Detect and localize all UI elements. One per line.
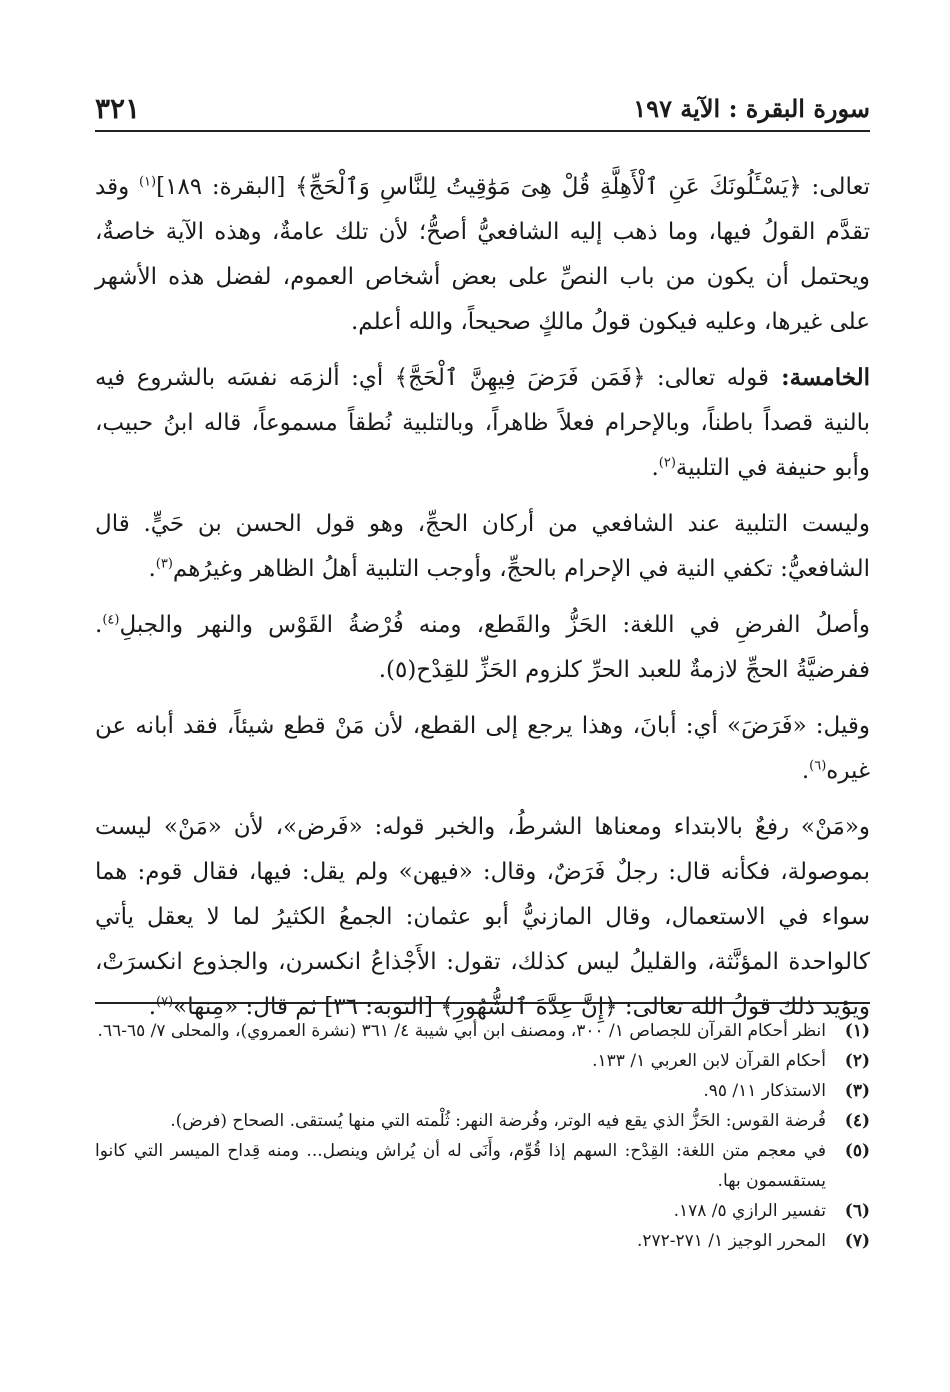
footnote-item — [95, 1196, 870, 1226]
paragraph-text-cont: . ففرضيَّةُ الحجِّ لازمةٌ للعبد الحرِّ كلزوم الحَزِّ للقِدْح(٥). — [95, 612, 870, 683]
paragraph-2 — [95, 355, 870, 491]
footnote-ref: (٦) — [809, 758, 827, 774]
footnote-item — [95, 1016, 870, 1046]
footnote-number: (٢) — [844, 1051, 870, 1071]
paragraph-text: قوله تعالى: ﴿فَمَن فَرَضَ فِيهِنَّ ٱلْحَجَّ﴾ أي: ألزمَه نفسَه بالشروع فيه بالنية قصداً باطناً، وبالإحرام فعلاً ظاهراً، وبالتلبية نُطقاً مسموعاً، قاله ابنُ حبيب، وأبو حنيفة في التلبية — [95, 365, 870, 481]
footnote-item — [95, 1226, 870, 1256]
footnote-ref: (١) — [138, 174, 157, 190]
paragraph-text-cont: . — [801, 758, 810, 784]
footnote-number: (٤) — [844, 1111, 870, 1131]
footnote-text: المحرر الوجيز ١/ ٢٧١-٢٧٢. — [636, 1231, 826, 1251]
main-text — [95, 164, 870, 1040]
page-header — [95, 92, 870, 125]
paragraph-1 — [95, 164, 870, 345]
footnote-text: الاستذكار ١١/ ٩٥. — [703, 1081, 826, 1101]
footnote-number: (١) — [844, 1021, 870, 1041]
paragraph-lead: الخامسة: — [768, 364, 870, 391]
paragraph-4 — [95, 602, 870, 693]
footnote-divider — [95, 1002, 870, 1004]
footnote-number: (٧) — [844, 1231, 870, 1251]
page-number: ٣٢١ — [95, 92, 141, 125]
paragraph-text-cont: . — [148, 556, 156, 582]
footnote-number: (٣) — [844, 1081, 870, 1101]
paragraph-text: وليست التلبية عند الشافعي من أركان الحجِّ، وهو قول الحسن بن حَيٍّ. قال الشافعيُّ: تكفي النية في الإحرام بالحجِّ، وأوجب التلبية أهلُ الظاهر وغيرُهم — [95, 511, 870, 582]
footnote-number: (٦) — [844, 1201, 870, 1221]
footnote-ref: (٤) — [102, 612, 120, 628]
paragraph-text: و«مَنْ» رفعٌ بالابتداء ومعناها الشرطُ، والخبر قوله: «فَرض»، لأن «مَنْ» ليست بموصولة، فكأنه قال: رجلٌ فَرَضٌ، وقال: «فيهن» ولم يقل: فيها، فقال قوم: هما سواء في الاستعمال، وقال المازنيُّ أبو عثمان: الجمعُ الكثيرُ لما لا يعقل يأتي كالواحدة المؤنَّثة، والقليلُ ليس كذلك، تقول: الأَجْذاعُ انكسرن، والجذوع انكسرَتْ، ويؤيد ذلك قولُ الله تعالى: ﴿إِنَّ عِدَّةَ ٱلشُّهُورِ﴾ [التوبة: ٣٦] ثم قال: «مِنها» — [95, 814, 870, 1020]
paragraph-text: وقيل: «فَرَضَ» أي: أبانَ، وهذا يرجع إلى القطع، لأن مَنْ قطع شيئاً، فقد أبانه عن غيره — [95, 713, 870, 784]
paragraph-text-cont: . — [148, 994, 157, 1020]
footnote-text: في معجم متن اللغة: القِدْح: السهم إذا قُوِّم، وأَنَى له أن يُراش وينصل... ومنه قِداح الميسر التي كانوا يستقسمون بها. — [95, 1141, 826, 1191]
footnote-ref: (٣) — [155, 556, 173, 572]
footnote-text: فُرضة القوس: الحَزُّ الذي يقع فيه الوتر، وفُرضة النهر: ثُلْمته التي منها يُستقى. الصحاح (فرض). — [170, 1111, 826, 1131]
footnote-item — [95, 1136, 870, 1196]
footnotes — [95, 1016, 870, 1256]
footnote-ref: (٧) — [156, 994, 174, 1010]
paragraph-text: تعالى: ﴿يَسْـَٔلُونَكَ عَنِ ٱلْأَهِلَّةِ قُلْ هِىَ مَوَٰقِيتُ لِلنَّاسِ وَٱلْحَجِّ﴾ [البقرة: ١٨٩] — [156, 174, 870, 200]
running-title: سورة البقرة : الآية ١٩٧ — [633, 94, 870, 123]
footnote-text: أحكام القرآن لابن العربي ١/ ١٣٣. — [592, 1051, 826, 1071]
paragraph-text: وأصلُ الفرضِ في اللغة: الحَزُّ والقَطع، ومنه فُرْضةُ القَوْس والنهر والجبلِ — [119, 612, 870, 638]
header-divider — [95, 130, 870, 132]
paragraph-text-cont: . — [651, 455, 659, 481]
footnote-item — [95, 1076, 870, 1106]
footnote-item — [95, 1046, 870, 1076]
paragraph-6 — [95, 804, 870, 1030]
paragraph-5 — [95, 703, 870, 794]
paragraph-3 — [95, 501, 870, 592]
footnote-ref: (٢) — [658, 455, 676, 471]
footnote-text: انظر أحكام القرآن للجصاص ١/ ٣٠٠، ومصنف ابن أبي شيبة ٤/ ٣٦١ (نشرة العمروي)، والمحلى ٧/ ٦٥-٦٦. — [97, 1021, 826, 1041]
footnote-item — [95, 1106, 870, 1136]
footnote-number: (٥) — [844, 1141, 870, 1161]
paragraph-text-cont: وقد تقدَّم القولُ فيها، وما ذهب إليه الشافعيُّ أصحُّ؛ لأن تلك عامةٌ، وهذه الآية خاصةٌ، ويحتمل أن يكون من باب النصِّ على بعض أشخاص العموم، لفضل هذه الأشهر على غيرها، وعليه فيكون قولُ مالكٍ صحيحاً، والله أعلم. — [95, 174, 870, 335]
footnote-text: تفسير الرازي ٥/ ١٧٨. — [673, 1201, 826, 1221]
